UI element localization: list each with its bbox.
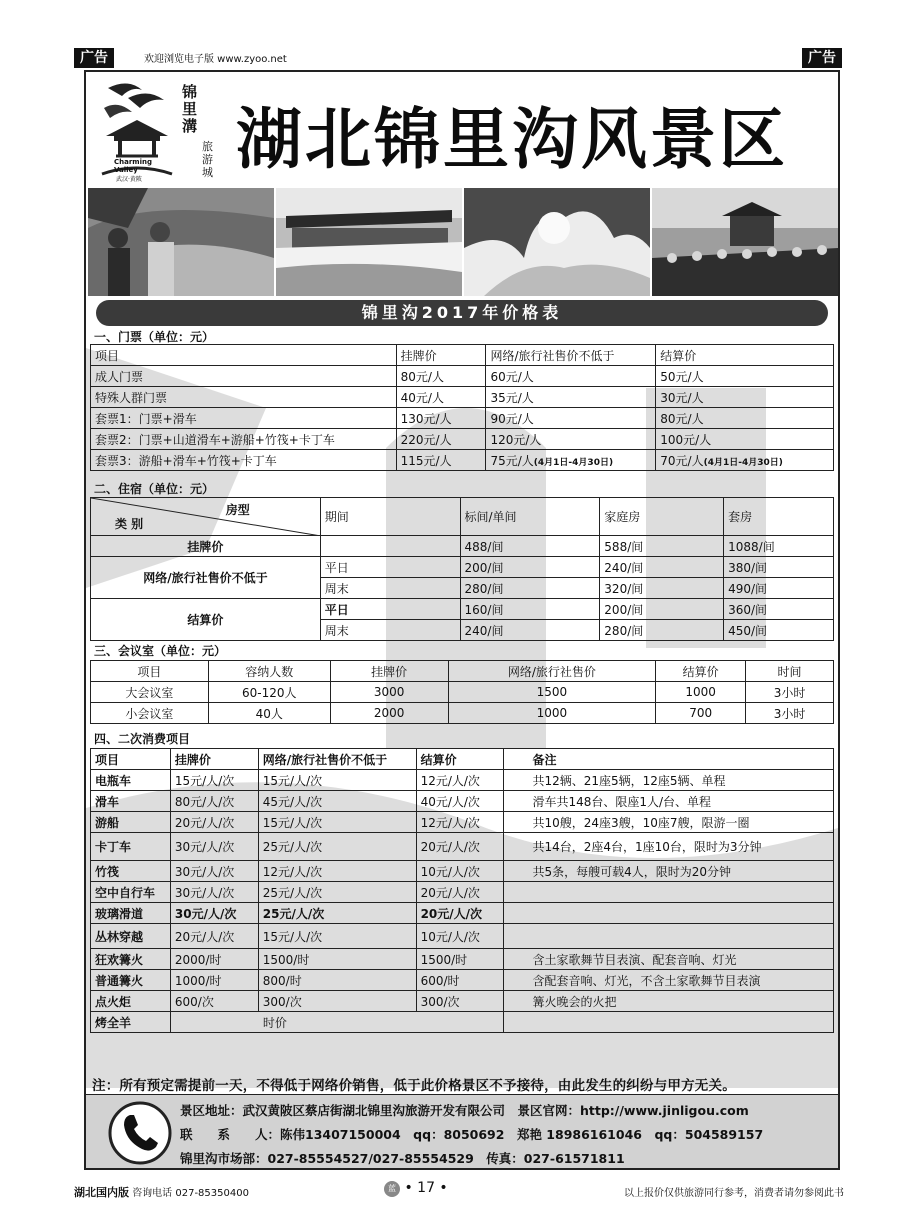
logo xyxy=(98,78,216,183)
extra-net-price: 25元/人/次 xyxy=(258,833,416,861)
extra-item: 玻璃滑道 xyxy=(91,903,171,924)
extra-item: 竹筏 xyxy=(91,861,171,882)
lodging-price: 200/间 xyxy=(600,599,724,620)
meeting-list-price: 2000 xyxy=(330,703,448,724)
ticket-settle-price: 80元/人 xyxy=(656,408,834,429)
logo-english: Charming Valley xyxy=(114,158,152,174)
tickets-header-row xyxy=(91,345,834,366)
extra-item: 狂欢篝火 xyxy=(91,949,171,970)
extra-settle-price: 10元/人/次 xyxy=(416,924,504,949)
extra-remark: 滑车共148台、限座1人/台、单程 xyxy=(504,791,834,812)
lodging-corner-cell xyxy=(91,498,321,536)
extra-settle-price: 20元/人/次 xyxy=(416,903,504,924)
ticket-list-price: 130元/人 xyxy=(396,408,486,429)
header-cell: 挂牌价 xyxy=(170,749,258,770)
header-cell: 时间 xyxy=(746,661,834,682)
section-extras-title: 四、二次消费项目 xyxy=(94,732,191,746)
ticket-item: 特殊人群门票 xyxy=(91,387,397,408)
lodging-price: 490/间 xyxy=(724,578,834,599)
extra-remark: 含土家歌舞节目表演、配套音响、灯光 xyxy=(504,949,834,970)
extra-list-price: 2000/时 xyxy=(170,949,258,970)
table-row xyxy=(91,366,834,387)
extra-item: 空中自行车 xyxy=(91,882,171,903)
lodging-period xyxy=(320,536,460,557)
extra-net-price: 1500/时 xyxy=(258,949,416,970)
ticket-net-price: 35元/人 xyxy=(486,387,656,408)
lodging-table xyxy=(90,497,834,641)
corner-category: 类 别 xyxy=(115,517,144,531)
table-row xyxy=(91,536,834,557)
header-cell: 网络/旅行社售价不低于 xyxy=(486,345,656,366)
extra-net-price: 15元/人/次 xyxy=(258,924,416,949)
ticket-settle-note: (4月1日-4月30日) xyxy=(703,457,783,468)
table-row xyxy=(91,861,834,882)
extra-list-price: 15元/人/次 xyxy=(170,770,258,791)
extras-table xyxy=(90,748,834,1033)
extra-settle-price: 40元/人/次 xyxy=(416,791,504,812)
lodging-header-row xyxy=(91,498,834,536)
lodging-price: 160/间 xyxy=(460,599,600,620)
extra-item: 烤全羊 xyxy=(91,1012,171,1033)
ticket-item: 套票3：游船+滑车+竹筏+卡丁车 xyxy=(91,450,397,471)
header-cell: 网络/旅行社售价 xyxy=(448,661,656,682)
header-cell: 网络/旅行社售价不低于 xyxy=(258,749,416,770)
ticket-settle-price: 50元/人 xyxy=(656,366,834,387)
extra-net-price: 800/时 xyxy=(258,970,416,991)
extra-net-price: 300/次 xyxy=(258,991,416,1012)
page-title: 湖北锦里沟风景区 xyxy=(236,100,788,178)
lodging-period: 周末 xyxy=(320,578,460,599)
lodging-price: 360/间 xyxy=(724,599,834,620)
table-row xyxy=(91,682,834,703)
lodging-price: 588/间 xyxy=(600,536,724,557)
header-cell: 结算价 xyxy=(656,345,834,366)
table-row xyxy=(91,970,834,991)
table-row xyxy=(91,903,834,924)
hotline: 咨询电话 027-85350400 xyxy=(132,1188,249,1199)
section-lodging-title: 二、住宿（单位：元） xyxy=(94,482,215,496)
ticket-settle-price xyxy=(656,450,834,471)
lodging-period: 平日 xyxy=(320,599,460,620)
ticket-net-price: 90元/人 xyxy=(486,408,656,429)
lodging-period: 平日 xyxy=(320,557,460,578)
meeting-header-row xyxy=(91,661,834,682)
lodging-price: 1088/间 xyxy=(724,536,834,557)
table-row xyxy=(91,1012,834,1033)
meeting-settle-price: 700 xyxy=(656,703,746,724)
meeting-net-price: 1000 xyxy=(448,703,656,724)
extra-list-price: 30元/人/次 xyxy=(170,903,258,924)
lodging-price: 450/间 xyxy=(724,620,834,641)
ticket-settle-price: 30元/人 xyxy=(656,387,834,408)
lodging-price: 240/间 xyxy=(600,557,724,578)
table-row xyxy=(91,557,834,578)
phone-icon xyxy=(108,1101,172,1165)
meeting-room: 大会议室 xyxy=(91,682,209,703)
extra-net-price: 12元/人/次 xyxy=(258,861,416,882)
edition-label: 湖北国内版 xyxy=(74,1186,129,1199)
extra-settle-price: 600/时 xyxy=(416,970,504,991)
meeting-table xyxy=(90,660,834,724)
ticket-net-price xyxy=(486,450,656,471)
extra-net-price: 25元/人/次 xyxy=(258,882,416,903)
top-bar xyxy=(74,48,842,68)
table-row xyxy=(91,703,834,724)
extra-list-price: 20元/人/次 xyxy=(170,924,258,949)
table-row xyxy=(91,599,834,620)
logo-brand: 锦里溝 xyxy=(182,83,198,135)
extra-net-price: 45元/人/次 xyxy=(258,791,416,812)
table-row xyxy=(91,408,834,429)
meeting-capacity: 60-120人 xyxy=(208,682,330,703)
logo-location: 武汉·黄陂 xyxy=(116,176,142,183)
header-cell: 项目 xyxy=(91,749,171,770)
extra-settle-price: 1500/时 xyxy=(416,949,504,970)
ticket-list-price: 40元/人 xyxy=(396,387,486,408)
tagline: 欢迎浏览电子版 www.zyoo.net xyxy=(144,54,287,65)
contact-market: 锦里沟市场部：027-85554527/027-85554529 传真：027-61571811 xyxy=(180,1151,625,1166)
extra-remark: 共5条，每艘可载4人，限时为20分钟 xyxy=(504,861,834,882)
extra-list-price: 600/次 xyxy=(170,991,258,1012)
extra-settle-price: 300/次 xyxy=(416,991,504,1012)
edition-badge: 蓝 xyxy=(384,1181,400,1197)
photo-performers xyxy=(88,188,274,296)
ticket-item: 套票1：门票+滑车 xyxy=(91,408,397,429)
photo-waterfall-bridge xyxy=(276,188,462,296)
lodging-price: 280/间 xyxy=(600,620,724,641)
header-cell: 备注 xyxy=(504,749,834,770)
contact-persons: 联 系 人：陈伟13407150004 qq：8050692 郑艳 18986161046 qq：504589157 xyxy=(180,1127,764,1142)
header-cell: 项目 xyxy=(91,345,397,366)
header-cell: 挂牌价 xyxy=(330,661,448,682)
advertisement-frame xyxy=(84,70,840,1170)
extra-list-price: 30元/人/次 xyxy=(170,833,258,861)
lodging-category: 网络/旅行社售价不低于 xyxy=(91,557,321,599)
meeting-settle-price: 1000 xyxy=(656,682,746,703)
extra-remark xyxy=(504,882,834,903)
section-tickets-title: 一、门票（单位：元） xyxy=(94,330,215,344)
ticket-settle-price: 100元/人 xyxy=(656,429,834,450)
lodging-price: 488/间 xyxy=(460,536,600,557)
lodging-price: 320/间 xyxy=(600,578,724,599)
ticket-list-price: 80元/人 xyxy=(396,366,486,387)
corner-room-type: 房型 xyxy=(225,503,250,517)
table-row xyxy=(91,770,834,791)
page-number-text: • 17 • xyxy=(404,1180,448,1196)
footer xyxy=(74,1180,844,1200)
photo-fountain xyxy=(464,188,650,296)
ad-tag-left: 广告 xyxy=(74,48,114,68)
header-cell: 家庭房 xyxy=(600,498,724,536)
table-row xyxy=(91,991,834,1012)
photo-pagoda-dance xyxy=(652,188,838,296)
extra-remark xyxy=(504,1012,834,1033)
extra-item: 点火炬 xyxy=(91,991,171,1012)
header-cell: 项目 xyxy=(91,661,209,682)
header xyxy=(86,72,838,187)
ticket-list-price: 115元/人 xyxy=(396,450,486,471)
lodging-price: 200/间 xyxy=(460,557,600,578)
ticket-settle-value: 70元/人 xyxy=(660,453,704,468)
table-row xyxy=(91,833,834,861)
contact-panel xyxy=(86,1094,838,1170)
ticket-net-value: 75元/人 xyxy=(490,453,534,468)
logo-sub: 旅游城 xyxy=(202,140,213,179)
table-row xyxy=(91,949,834,970)
extra-settle-price: 12元/人/次 xyxy=(416,812,504,833)
extra-settle-price: 12元/人/次 xyxy=(416,770,504,791)
extra-item: 游船 xyxy=(91,812,171,833)
meeting-net-price: 1500 xyxy=(448,682,656,703)
extra-list-price: 1000/时 xyxy=(170,970,258,991)
extra-list-price: 20元/人/次 xyxy=(170,812,258,833)
table-row xyxy=(91,450,834,471)
photo-strip xyxy=(86,188,838,296)
extra-settle-price: 10元/人/次 xyxy=(416,861,504,882)
section-meeting-title: 三、会议室（单位：元） xyxy=(94,644,227,658)
lodging-category: 挂牌价 xyxy=(91,536,321,557)
ticket-list-price: 220元/人 xyxy=(396,429,486,450)
extra-item: 滑车 xyxy=(91,791,171,812)
lodging-price: 380/间 xyxy=(724,557,834,578)
table-row xyxy=(91,791,834,812)
extra-item: 电瓶车 xyxy=(91,770,171,791)
extra-remark xyxy=(504,903,834,924)
extra-remark: 共10艘，24座3艘，10座7艘，限游一圈 xyxy=(504,812,834,833)
page-number xyxy=(384,1180,448,1197)
meeting-duration: 3小时 xyxy=(746,703,834,724)
table-row xyxy=(91,924,834,949)
header-cell: 期间 xyxy=(320,498,460,536)
ad-tag-right: 广告 xyxy=(802,48,842,68)
extra-list-price: 30元/人/次 xyxy=(170,882,258,903)
extra-list-price: 80元/人/次 xyxy=(170,791,258,812)
header-cell: 标间/单间 xyxy=(460,498,600,536)
extra-remark: 共14台，2座4台，1座10台，限时为3分钟 xyxy=(504,833,834,861)
tickets-table xyxy=(90,344,834,471)
ticket-item: 套票2：门票+山道滑车+游船+竹筏+卡丁车 xyxy=(91,429,397,450)
meeting-capacity: 40人 xyxy=(208,703,330,724)
header-cell: 结算价 xyxy=(416,749,504,770)
extra-settle-price: 20元/人/次 xyxy=(416,833,504,861)
table-row xyxy=(91,882,834,903)
extra-item: 丛林穿越 xyxy=(91,924,171,949)
lodging-price: 240/间 xyxy=(460,620,600,641)
extra-remark xyxy=(504,924,834,949)
ticket-net-note: (4月1日-4月30日) xyxy=(533,457,614,468)
extra-remark: 含配套音响、灯光，不含土家歌舞节目表演 xyxy=(504,970,834,991)
meeting-room: 小会议室 xyxy=(91,703,209,724)
extra-market-price: 时价 xyxy=(170,1012,504,1033)
extra-item: 普通篝火 xyxy=(91,970,171,991)
extra-remark: 共12辆、21座5辆，12座5辆、单程 xyxy=(504,770,834,791)
ticket-net-price: 120元/人 xyxy=(486,429,656,450)
ticket-net-price: 60元/人 xyxy=(486,366,656,387)
extra-item: 卡丁车 xyxy=(91,833,171,861)
extra-settle-price: 20元/人/次 xyxy=(416,882,504,903)
header-cell: 容纳人数 xyxy=(208,661,330,682)
meeting-duration: 3小时 xyxy=(746,682,834,703)
table-row xyxy=(91,812,834,833)
extras-header-row xyxy=(91,749,834,770)
meeting-list-price: 3000 xyxy=(330,682,448,703)
extra-net-price: 15元/人/次 xyxy=(258,770,416,791)
footer-left xyxy=(74,1184,249,1200)
header-cell: 挂牌价 xyxy=(396,345,486,366)
extra-net-price: 15元/人/次 xyxy=(258,812,416,833)
extra-list-price: 30元/人/次 xyxy=(170,861,258,882)
table-row xyxy=(91,387,834,408)
lodging-period: 周末 xyxy=(320,620,460,641)
contact-address: 景区地址：武汉黄陂区蔡店街湖北锦里沟旅游开发有限公司 景区官网：http://www.jinligou.com xyxy=(180,1103,749,1118)
lodging-category: 结算价 xyxy=(91,599,321,641)
extra-remark: 篝火晚会的火把 xyxy=(504,991,834,1012)
lodging-price: 280/间 xyxy=(460,578,600,599)
booking-note: 注：所有预定需提前一天，不得低于网络价销售，低于此价格景区不予接待，由此发生的纠纷与甲方无关。 xyxy=(92,1078,736,1094)
header-cell: 套房 xyxy=(724,498,834,536)
footer-disclaimer: 以上报价仅供旅游同行参考，消费者请勿参阅此书 xyxy=(624,1188,844,1199)
ticket-item: 成人门票 xyxy=(91,366,397,387)
table-row xyxy=(91,429,834,450)
price-banner: 锦里沟2017年价格表 xyxy=(96,300,828,326)
extra-net-price: 25元/人/次 xyxy=(258,903,416,924)
header-cell: 结算价 xyxy=(656,661,746,682)
